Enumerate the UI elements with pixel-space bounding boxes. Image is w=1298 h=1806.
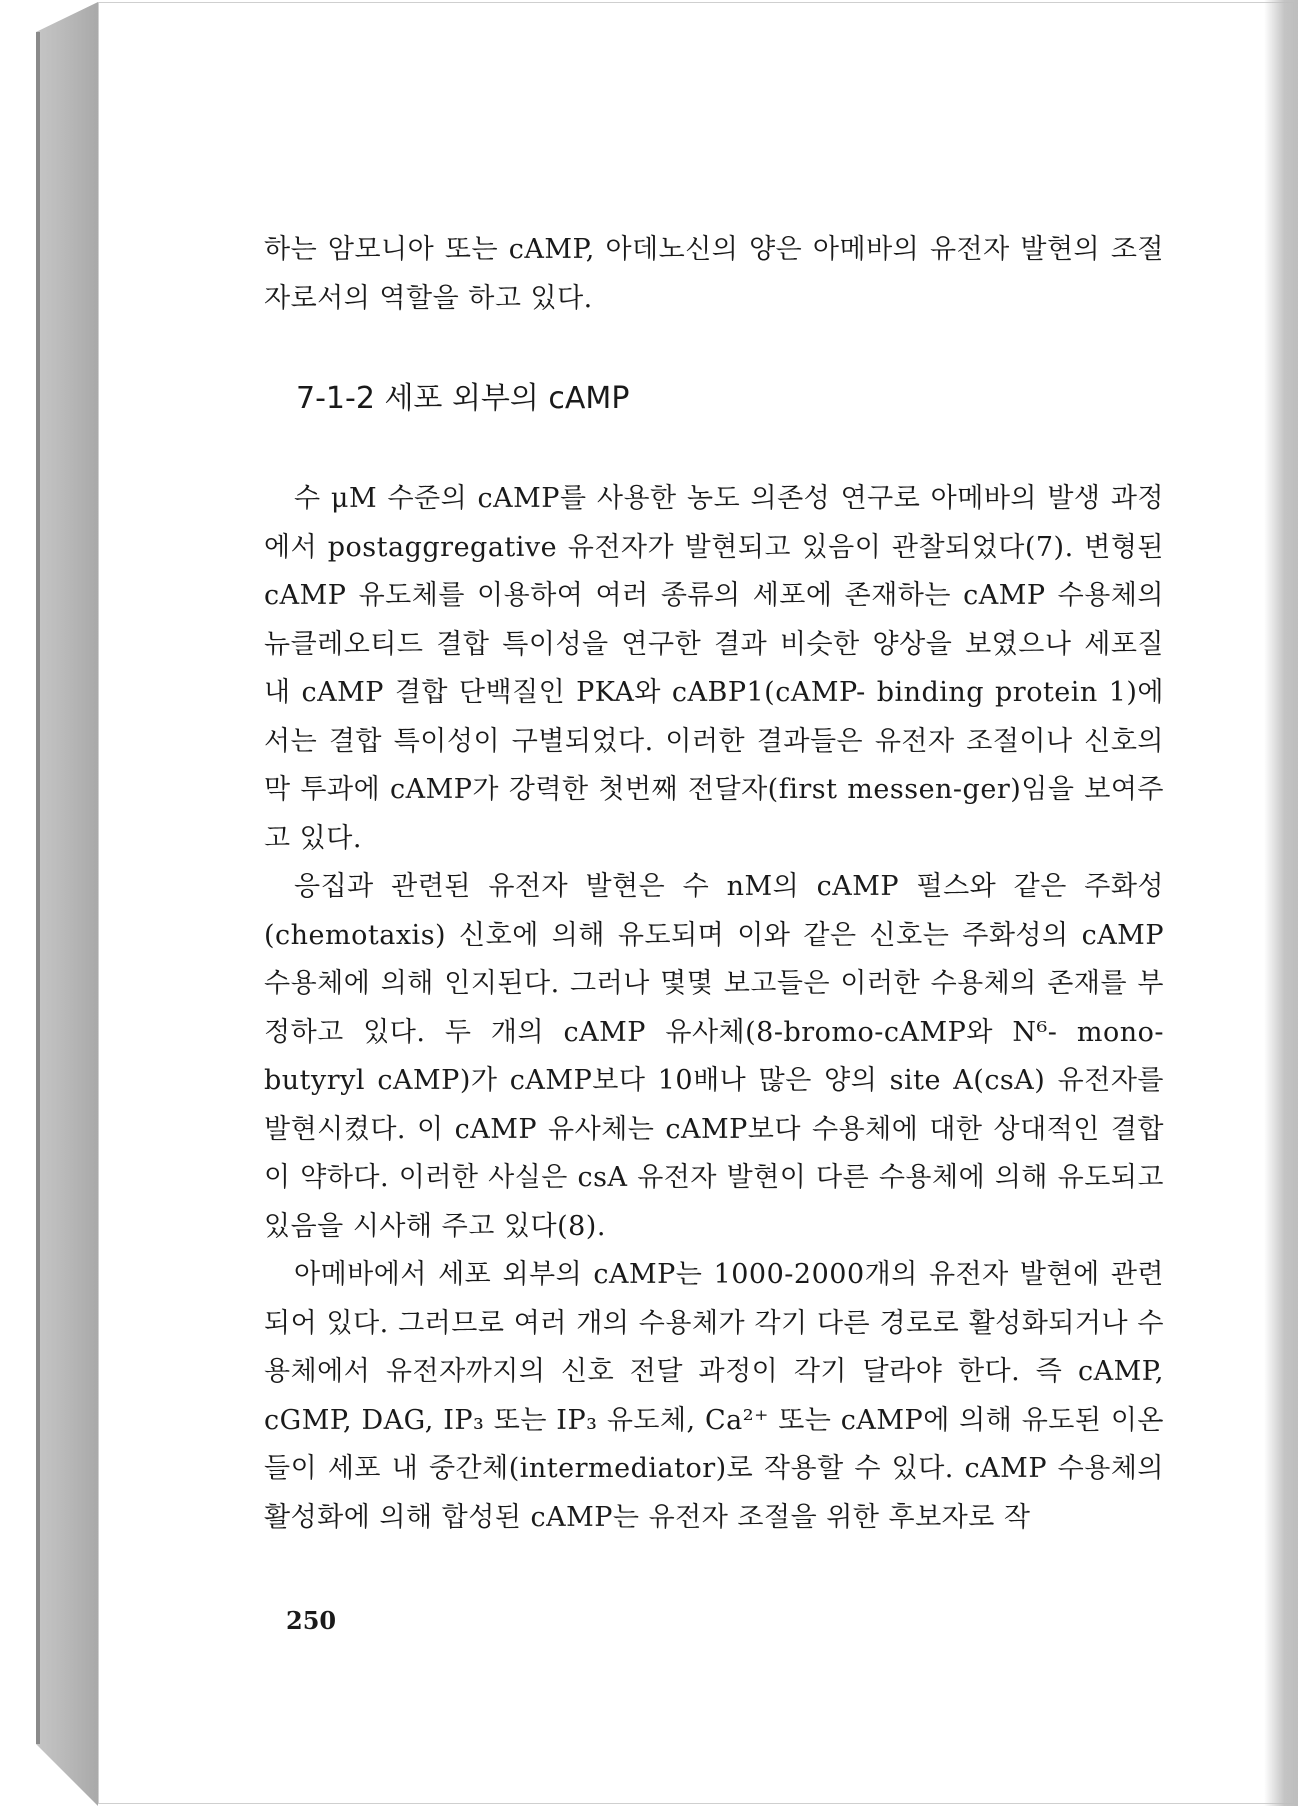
body-paragraph-1: 수 μM 수준의 cAMP를 사용한 농도 의존성 연구로 아메바의 발생 과정에서 postaggregative 유전자가 발현되고 있음이 관찰되었다(7). 변형된 cAMP 유도체를 이용하여 여러 종류의 세포에 존재하는 cAMP 수용체의 뉴클레오티드 결합 특이성을 연구한 결과 비슷한 양상을 보였으나 세포질 내 cAMP 결합 단백질인 PKA와 cABP1(cAMP- binding protein 1)에서는 결합 특이성이 구별되었다. 이러한 결과들은 유전자 조절이나 신호의 막 투과에 cAMP가 강력한 첫번째 전달자(first messen-ger)임을 보여주고 있다.	[264, 483, 1164, 854]
page-edge-shadow	[1264, 0, 1298, 1806]
section-heading: 7-1-2 세포 외부의 cAMP	[296, 381, 630, 416]
body-paragraph-2: 응집과 관련된 유전자 발현은 수 nM의 cAMP 펄스와 같은 주화성(chemotaxis) 신호에 의해 유도되며 이와 같은 신호는 주화성의 cAMP 수용체에 의해 인지된다. 그러나 몇몇 보고들은 이러한 수용체의 존재를 부정하고 있다. 두 개의 cAMP 유사체(8-bromo-cAMP와 N⁶- mono-butyryl cAMP)가 cAMP보다 10배나 많은 양의 site A(csA) 유전자를 발현시켰다. 이 cAMP 유사체는 cAMP보다 수용체에 대한 상대적인 결합이 약하다. 이러한 사실은 csA 유전자 발현이 다른 수용체에 의해 유도되고 있음을 시사해 주고 있다(8).	[264, 871, 1164, 1242]
lead-paragraph: 하는 암모니아 또는 cAMP, 아데노신의 양은 아메바의 유전자 발현의 조절자로서의 역할을 하고 있다.	[264, 234, 1164, 314]
book-spine	[0, 0, 98, 1806]
body-paragraph-3: 아메바에서 세포 외부의 cAMP는 1000-2000개의 유전자 발현에 관련되어 있다. 그러므로 여러 개의 수용체가 각기 다른 경로로 활성화되거나 수용체에서 유전자까지의 신호 전달 과정이 각기 달라야 한다. 즉 cAMP, cGMP, DAG, IP₃ 또는 IP₃ 유도체, Ca²⁺ 또는 cAMP에 의해 유도된 이온들이 세포 내 중간체(intermediator)로 작용할 수 있다. cAMP 수용체의 활성화에 의해 합성된 cAMP는 유전자 조절을 위한 후보자로 작	[264, 1259, 1164, 1533]
page-number: 250	[286, 1606, 337, 1635]
page-content	[264, 226, 1164, 1542]
